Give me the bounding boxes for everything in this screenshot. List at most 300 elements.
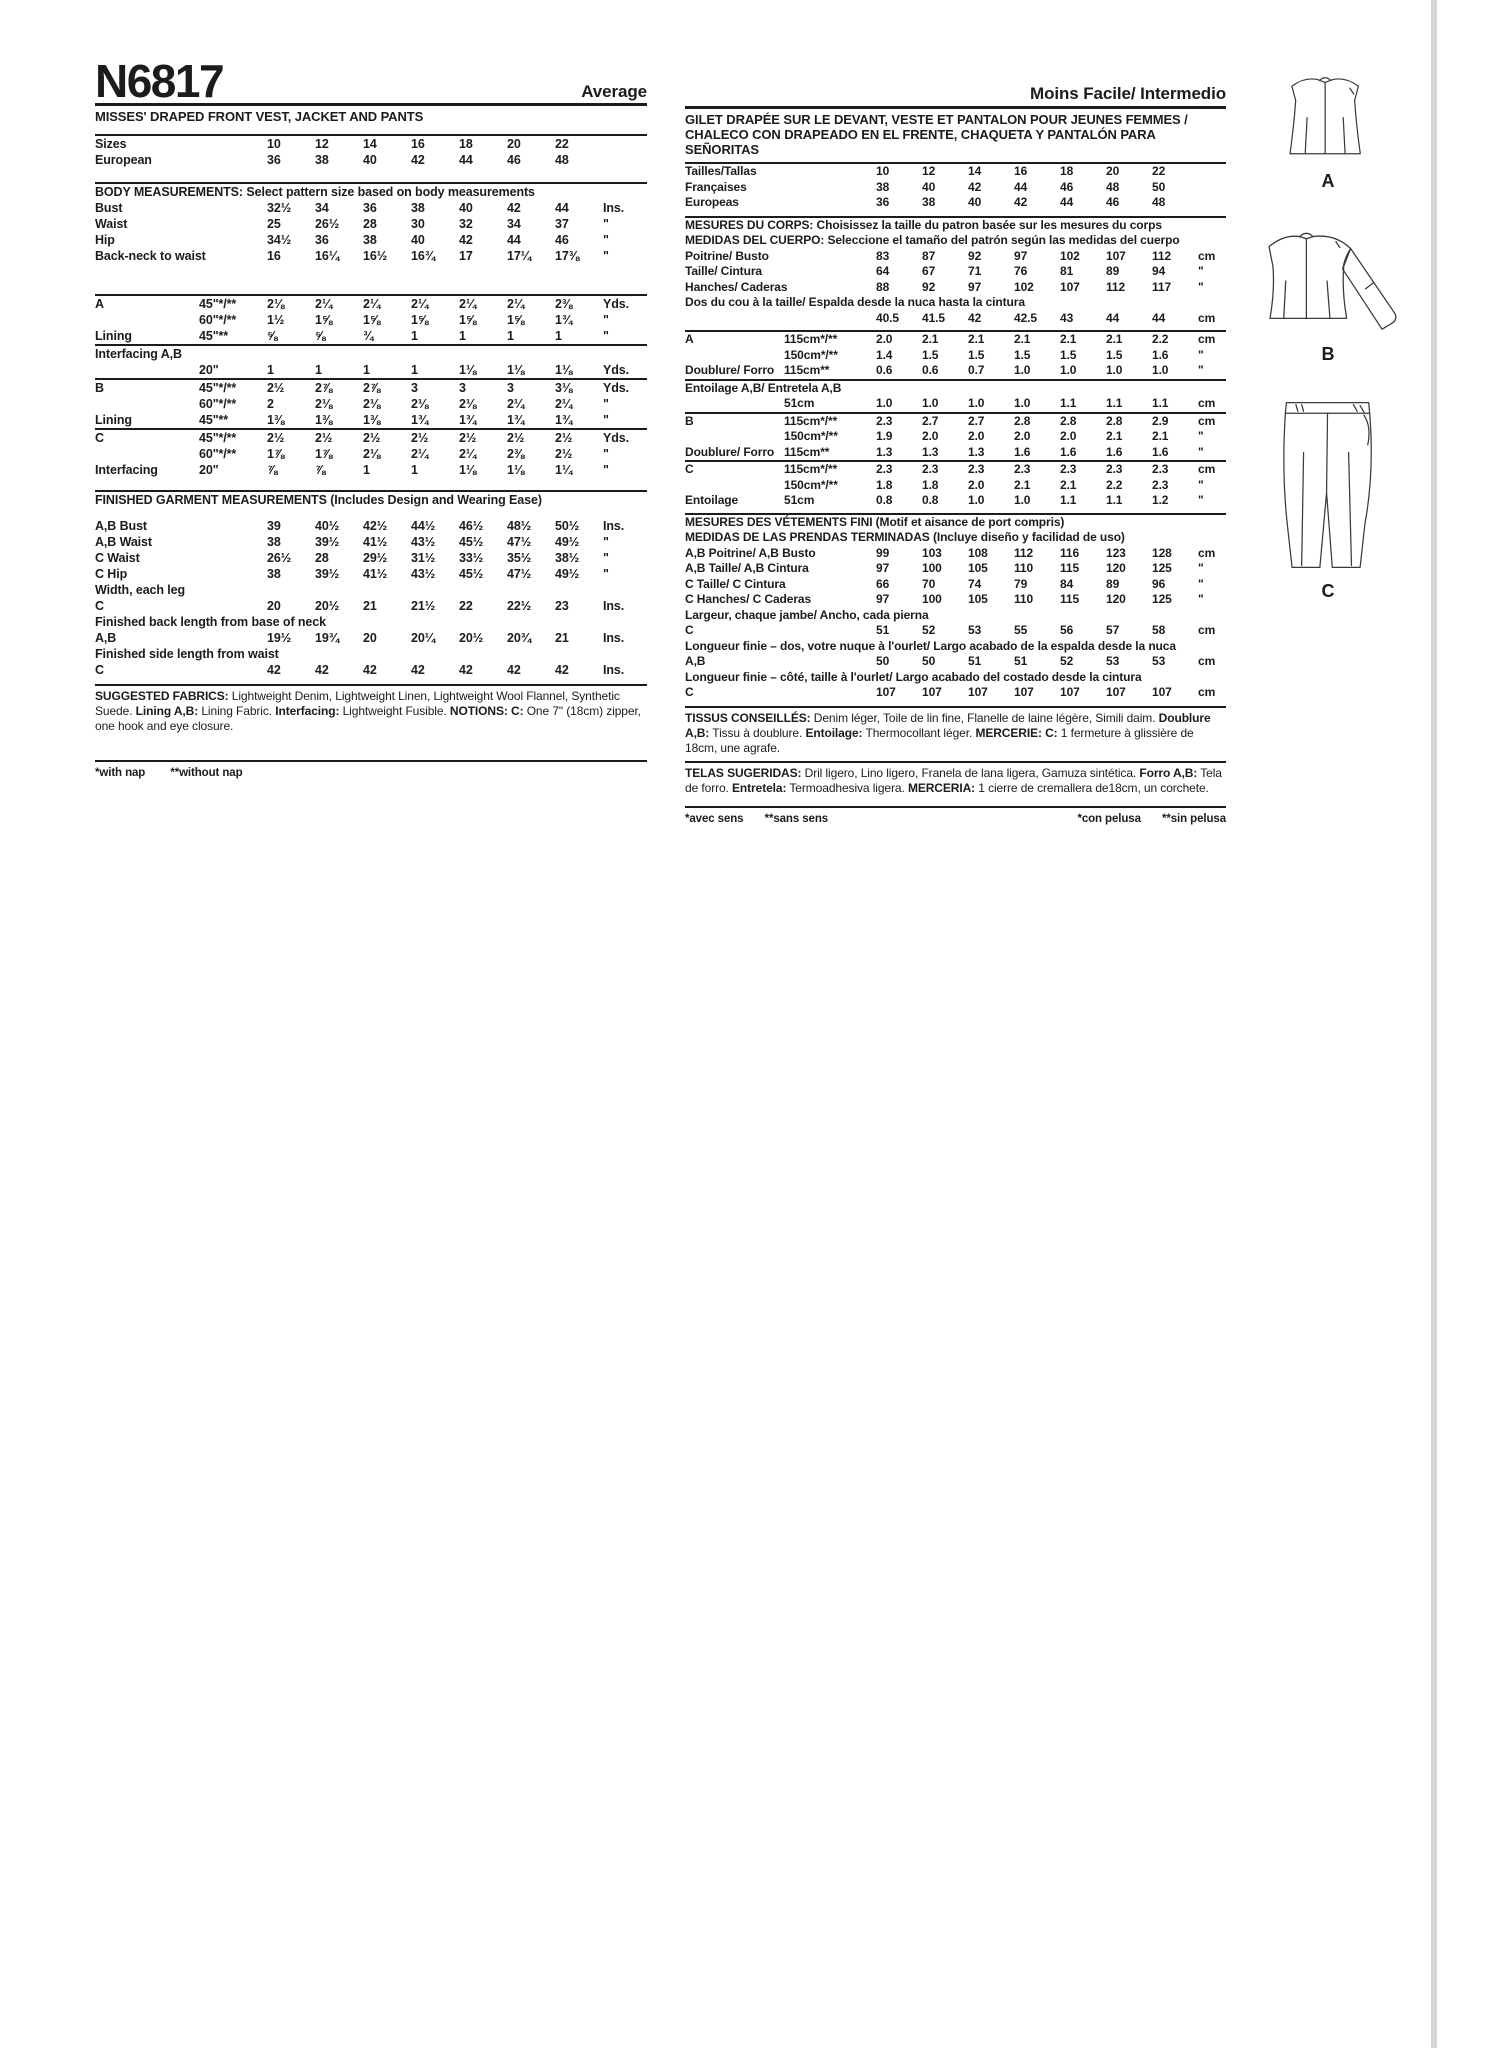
fabric-width <box>199 630 267 646</box>
row-label: A,B <box>95 631 117 646</box>
row-label: C <box>685 685 694 699</box>
bold-label: NOTIONS: C: <box>449 704 524 719</box>
fabric-width: 51cm <box>784 396 815 410</box>
caption: Longueur finie – dos, votre nuque à l'ourlet/ Largo acabado de la espalda desde la nuca <box>685 638 1176 653</box>
value-cell: 74 <box>968 576 982 591</box>
value-cell: 44 <box>1014 179 1028 194</box>
value-cell: 42 <box>411 663 425 678</box>
body-measurements-table-fr-es <box>685 216 1226 327</box>
garment-sketches <box>1243 72 1413 632</box>
value-cell: 46 <box>1106 195 1120 209</box>
value-cell: 107 <box>1106 248 1126 263</box>
value-cell: 0.8 <box>876 493 893 507</box>
value-cell: 1.1 <box>1106 396 1123 410</box>
row-label: Back-neck to waist <box>95 249 206 264</box>
value-cell: 2.3 <box>1014 461 1060 478</box>
value-cell: 1¾ <box>555 313 573 328</box>
value-cell: 0.7 <box>968 363 985 377</box>
value-cell: 1.6 <box>1152 347 1169 362</box>
value-cell: 18 <box>1060 164 1074 178</box>
value-cell: 2.3 <box>876 413 922 430</box>
value-cell: 100 <box>922 561 942 575</box>
section-header: FINISHED GARMENT MEASUREMENTS (Includes Design and Wearing Ease) <box>95 493 542 508</box>
measurement-row <box>95 412 647 429</box>
unit-cell: cm <box>1198 396 1216 410</box>
value-cell: 52 <box>922 623 936 637</box>
unit-cell <box>603 152 647 168</box>
measurement-row <box>95 534 647 550</box>
scanned-page-edge <box>1431 0 1437 2048</box>
value-cell: 1¼ <box>555 463 573 478</box>
unit-cell: " <box>1198 347 1204 362</box>
unit-cell: cm <box>1198 685 1216 699</box>
value-cell: 14 <box>363 137 377 152</box>
value-cell: 16 <box>267 249 281 264</box>
value-cell: 33½ <box>459 551 484 566</box>
row-label: Entoilage <box>685 493 739 507</box>
value-cell: 1⅛ <box>507 463 525 478</box>
value-cell: 107 <box>1106 685 1126 699</box>
value-cell: 38 <box>922 195 936 209</box>
caption-row <box>685 639 1226 655</box>
value-cell: ¾ <box>363 329 374 344</box>
value-cell: 1⅛ <box>459 363 477 378</box>
measurement-row <box>95 232 647 248</box>
value-cell: 42 <box>411 153 425 168</box>
value-cell: 1⅞ <box>267 447 285 462</box>
value-cell: 1.0 <box>968 396 985 410</box>
fabric-width: 150cm*/** <box>784 347 838 362</box>
row-label: C Taille/ C Cintura <box>685 576 786 591</box>
row-label <box>95 396 199 412</box>
value-cell: 44 <box>1106 310 1120 325</box>
yardage-table-en <box>95 294 647 478</box>
bold-label: Doublure A,B: <box>685 710 1211 740</box>
text-run: Lightweight Denim, Lightweight Linen, Lightweight Wool Flannel, Synthetic Suede. <box>95 689 620 719</box>
measurement-row <box>685 429 1226 445</box>
value-cell: 2.3 <box>876 461 922 478</box>
value-cell: 3 <box>507 379 555 396</box>
value-cell: 2¼ <box>411 447 429 462</box>
value-cell: 2.0 <box>1060 429 1077 443</box>
value-cell: 92 <box>968 248 982 263</box>
value-cell: 1.0 <box>1060 363 1077 377</box>
value-cell: 32 <box>459 217 473 232</box>
value-cell: 39½ <box>315 567 340 582</box>
value-cell: 18 <box>459 137 473 152</box>
value-cell: 42 <box>1014 195 1028 209</box>
value-cell: 94 <box>1152 264 1166 278</box>
fabric-width <box>784 654 876 670</box>
pants-c-block <box>1243 395 1413 602</box>
value-cell: 38 <box>267 535 281 550</box>
value-cell: 1.1 <box>1060 493 1077 507</box>
measurement-row <box>685 478 1226 494</box>
value-cell: 1 <box>411 363 418 378</box>
value-cell: 107 <box>1060 685 1080 699</box>
value-cell: 120 <box>1106 592 1126 606</box>
fabric-width: 150cm*/** <box>784 429 838 443</box>
value-cell: 38 <box>267 567 281 582</box>
value-cell: 70 <box>922 576 936 591</box>
row-label: European <box>95 153 152 168</box>
value-cell: 42 <box>459 233 473 248</box>
value-cell: 1⅛ <box>555 363 573 378</box>
text-run: Tela de forro. <box>685 765 1222 795</box>
value-cell: 2.2 <box>1106 477 1123 492</box>
value-cell: 79 <box>1014 576 1028 591</box>
value-cell: 34 <box>315 201 329 216</box>
value-cell: 1 <box>411 463 418 478</box>
unit-cell: Yds. <box>603 379 647 396</box>
value-cell: 1.0 <box>1106 363 1123 377</box>
row-label: B <box>685 413 784 430</box>
value-cell: 1 <box>555 329 562 344</box>
value-cell: 43½ <box>411 535 436 550</box>
measurement-row <box>685 348 1226 364</box>
unit-cell: " <box>603 313 609 328</box>
value-cell: 107 <box>1014 685 1034 699</box>
value-cell: 89 <box>1106 264 1120 278</box>
value-cell: 0.6 <box>876 363 893 377</box>
value-cell: 1⅝ <box>507 313 525 328</box>
value-cell: 42 <box>507 663 521 678</box>
value-cell: 26½ <box>315 217 340 232</box>
value-cell: 97 <box>876 561 890 575</box>
value-cell: 2⅛ <box>411 397 429 412</box>
value-cell: 46 <box>1060 179 1074 194</box>
row-label: Doublure/ Forro <box>685 444 775 459</box>
unit-cell: " <box>603 397 609 412</box>
unit-cell: Ins. <box>603 663 625 678</box>
row-label: Lining <box>95 329 132 344</box>
value-cell: 0.6 <box>922 363 939 377</box>
value-cell: 1.5 <box>922 347 939 362</box>
value-cell: 55 <box>1014 623 1028 637</box>
value-cell: 97 <box>968 279 982 294</box>
measurement-row <box>685 493 1226 509</box>
row-label: Sizes <box>95 137 127 152</box>
value-cell: 39 <box>267 519 281 534</box>
fabric-width: 115cm*/** <box>784 461 876 478</box>
value-cell: 2.1 <box>1106 332 1123 346</box>
value-cell: 1⅛ <box>459 463 477 478</box>
measurement-row <box>95 362 647 379</box>
measurement-row <box>685 445 1226 462</box>
value-cell: 1.8 <box>922 477 939 492</box>
value-cell: 96 <box>1152 576 1166 591</box>
fabric-width <box>784 180 876 196</box>
value-cell: 40 <box>459 201 473 216</box>
value-cell: 2.3 <box>1060 461 1106 478</box>
value-cell: 2⅛ <box>267 297 285 312</box>
value-cell: 64 <box>876 264 890 278</box>
section-header: MEDIDAS DE LAS PRENDAS TERMINADAS (Incluye diseño y facilidad de uso) <box>685 530 1125 544</box>
vest-a-block <box>1243 72 1413 192</box>
unit-cell: Yds. <box>603 429 647 446</box>
value-cell: 1¾ <box>507 413 525 428</box>
fabric-width: 45"** <box>199 329 229 344</box>
value-cell: 42 <box>459 663 473 678</box>
value-cell: 37 <box>555 217 569 232</box>
caption: Largeur, chaque jambe/ Ancho, cada pierna <box>685 607 929 622</box>
value-cell: 46 <box>555 233 569 248</box>
row-label: A,B <box>685 654 706 668</box>
value-cell: 38 <box>411 201 425 216</box>
value-cell: 44 <box>1060 195 1074 209</box>
value-cell: 110 <box>1014 592 1034 606</box>
unit-cell: cm <box>1198 461 1226 478</box>
fabric-width <box>199 566 267 582</box>
value-cell: 20 <box>1106 164 1120 178</box>
measurement-row <box>95 152 647 168</box>
value-cell: 2¼ <box>411 297 429 312</box>
value-cell: 2½ <box>267 429 315 446</box>
value-cell: 120 <box>1106 561 1126 575</box>
row-label: A,B Bust <box>95 519 147 534</box>
fabric-width: 45"** <box>199 413 229 428</box>
fabric-width: 20" <box>199 363 219 378</box>
value-cell: 19½ <box>267 631 292 646</box>
fabric-width <box>784 685 876 701</box>
fabric-width <box>199 248 267 264</box>
text-run: Denim léger, Toile de lin fine, Flanelle de laine légère, Simili daim. <box>810 710 1159 725</box>
value-cell: 2.8 <box>1060 413 1106 430</box>
nap-footnote-fr-es <box>685 806 1226 825</box>
value-cell: 1.5 <box>1060 347 1077 362</box>
measurement-row <box>95 396 647 412</box>
unit-cell: cm <box>1198 248 1216 263</box>
value-cell: 22 <box>1152 164 1166 178</box>
value-cell: 45½ <box>459 535 484 550</box>
sizes-table-fr-es <box>685 162 1226 211</box>
unit-cell: cm <box>1198 413 1226 430</box>
measurement-row <box>685 195 1226 211</box>
value-cell: 34½ <box>267 233 292 248</box>
value-cell: 2.1 <box>1014 332 1031 346</box>
value-cell: 22 <box>555 137 569 152</box>
fabric-width <box>784 311 876 327</box>
value-cell: 40.5 <box>876 310 899 325</box>
text-run: One 7" (18cm) zipper, one hook and eye closure. <box>95 704 641 734</box>
unit-cell <box>1198 163 1226 180</box>
value-cell: 42 <box>267 663 281 678</box>
row-label: C Hip <box>95 567 128 582</box>
garment-b-label: B <box>1321 344 1335 364</box>
value-cell: 112 <box>1014 545 1034 560</box>
measurement-row <box>95 135 647 152</box>
value-cell: 1.1 <box>1060 396 1077 410</box>
garment-titles-fr-es <box>685 112 1226 157</box>
measurement-row <box>95 295 647 312</box>
text-run: Tissu à doublure. <box>709 725 806 740</box>
value-cell: 20 <box>507 137 521 152</box>
caption: Longueur finie – côté, taille à l'ourlet/ Largo acabado del costado desde la cintura <box>685 669 1142 684</box>
row-label: C <box>685 623 694 637</box>
difficulty-level-fr-es: Moins Facile/ Intermedio <box>1030 84 1226 103</box>
value-cell: 1.6 <box>1014 444 1031 459</box>
measurement-row <box>685 461 1226 478</box>
value-cell: 1⅜ <box>363 413 381 428</box>
value-cell: 1.0 <box>1152 363 1169 377</box>
row-label <box>95 312 199 328</box>
unit-cell: " <box>603 463 609 478</box>
value-cell: 20½ <box>315 599 340 614</box>
row-label: Doublure/ Forro <box>685 363 775 377</box>
caption-row <box>95 646 647 662</box>
value-cell: 2⅜ <box>507 447 525 462</box>
value-cell: 20 <box>363 631 377 646</box>
value-cell: 57 <box>1106 623 1120 637</box>
value-cell: 115 <box>1060 592 1080 606</box>
finished-measurements-table-fr-es <box>685 513 1226 701</box>
value-cell: 42 <box>363 663 377 678</box>
unit-cell: cm <box>1198 310 1216 325</box>
value-cell: 1.0 <box>876 396 893 410</box>
value-cell: 21½ <box>411 599 436 614</box>
value-cell: 21 <box>555 631 569 646</box>
value-cell: 1.4 <box>876 347 893 362</box>
value-cell: 1.2 <box>1152 493 1169 507</box>
value-cell: 49½ <box>555 567 580 582</box>
value-cell: 1.9 <box>876 429 893 443</box>
measurement-row <box>685 331 1226 348</box>
measurement-row <box>685 264 1226 280</box>
value-cell: 1.6 <box>1106 444 1123 459</box>
value-cell: 22 <box>459 599 473 614</box>
row-label: A <box>95 297 104 312</box>
value-cell: 2.7 <box>968 413 1014 430</box>
value-cell: 20½ <box>459 631 484 646</box>
header-block-en <box>95 55 647 107</box>
row-label: Waist <box>95 217 128 232</box>
measurement-row <box>95 566 647 582</box>
value-cell: 1.0 <box>922 396 939 410</box>
measurement-row <box>685 623 1226 639</box>
value-cell: 3⅛ <box>555 379 603 396</box>
value-cell: 2.3 <box>1106 461 1152 478</box>
measurement-row <box>95 248 647 264</box>
value-cell: 1 <box>411 329 418 344</box>
value-cell: 1 <box>363 463 370 478</box>
value-cell: 47½ <box>507 567 532 582</box>
value-cell: 2¼ <box>555 397 573 412</box>
value-cell: 2⅞ <box>315 379 363 396</box>
garment-title-fr: GILET DRAPÉE SUR LE DEVANT, VESTE ET PANTALON POUR JEUNES FEMMES / <box>685 112 1188 127</box>
row-label: A,B Taille/ A,B Cintura <box>685 561 809 575</box>
measurement-row <box>95 598 647 614</box>
caption: Dos du cou à la taille/ Espalda desde la nuca hasta la cintura <box>685 295 1025 309</box>
value-cell: 66 <box>876 576 890 591</box>
bold-label: MERCERIA: <box>907 780 976 795</box>
unit-cell: " <box>1198 576 1204 591</box>
footnote-sans-sens: **sans sens <box>764 812 829 825</box>
unit-cell: Yds. <box>603 363 629 378</box>
value-cell: 22½ <box>507 599 532 614</box>
footnote-avec-sens: *avec sens <box>685 812 744 825</box>
value-cell: 1⅝ <box>315 313 333 328</box>
value-cell: 2.3 <box>922 461 968 478</box>
unit-cell: " <box>603 329 609 344</box>
measurement-row <box>685 577 1226 593</box>
bold-label: SUGGESTED FABRICS: <box>95 689 229 704</box>
value-cell: 45½ <box>459 567 484 582</box>
value-cell: 2⅞ <box>363 379 411 396</box>
text-run: Thermocollant léger. <box>862 725 976 740</box>
value-cell: 29½ <box>363 551 388 566</box>
value-cell: 2.2 <box>1152 332 1169 346</box>
unit-cell: Ins. <box>603 519 625 534</box>
row-label: C <box>95 429 199 446</box>
fabric-width: 45"*/** <box>199 429 267 446</box>
row-label <box>685 311 784 327</box>
value-cell: 58 <box>1152 623 1166 637</box>
value-cell: 116 <box>1060 545 1080 560</box>
value-cell: 38 <box>363 233 377 248</box>
value-cell: 30 <box>411 217 425 232</box>
value-cell: 105 <box>968 561 988 575</box>
garment-title-es: CHALECO CON DRAPEADO EN EL FRENTE, CHAQUETA Y PANTALÓN PARA SEÑORITAS <box>685 127 1156 157</box>
value-cell: 14 <box>968 164 982 178</box>
bold-label: Lining A,B: <box>135 704 199 719</box>
value-cell: 2⅛ <box>363 447 381 462</box>
fabric-width: 60"*/** <box>199 313 237 328</box>
unit-cell: " <box>1198 493 1204 507</box>
value-cell: 2⅛ <box>315 397 333 412</box>
value-cell: 42 <box>968 310 982 325</box>
value-cell: ⅝ <box>267 329 278 344</box>
value-cell: 48 <box>1152 195 1166 209</box>
unit-cell: " <box>603 551 609 566</box>
value-cell: 2.0 <box>876 332 893 346</box>
body-measurements-table-en <box>95 182 647 264</box>
value-cell: 1.1 <box>1106 493 1123 507</box>
value-cell: 40 <box>411 233 425 248</box>
value-cell: 128 <box>1152 545 1172 560</box>
row-label: Poitrine/ Busto <box>685 248 769 263</box>
section-header: Interfacing A,B <box>95 345 647 362</box>
caption: Finished back length from base of neck <box>95 615 326 630</box>
value-cell: 42½ <box>363 519 388 534</box>
value-cell: 1.3 <box>968 444 985 459</box>
value-cell: 52 <box>1060 654 1074 668</box>
value-cell: 1 <box>459 329 466 344</box>
footnote-sin-pelusa: **sin pelusa <box>1162 812 1226 825</box>
value-cell: 25 <box>267 217 281 232</box>
row-label: A <box>685 332 694 346</box>
bold-label: Entoilage: <box>805 725 863 740</box>
unit-cell: " <box>603 413 609 428</box>
measurement-row <box>95 379 647 396</box>
fabric-width <box>784 249 876 265</box>
fabric-width <box>784 623 876 639</box>
value-cell: 41½ <box>363 567 388 582</box>
value-cell: 12 <box>922 164 936 178</box>
bold-label: Entretela: <box>732 780 787 795</box>
value-cell: 2.0 <box>922 429 939 443</box>
fabric-width <box>199 518 267 534</box>
section-header-row <box>95 345 647 362</box>
value-cell: 2.0 <box>968 429 985 443</box>
value-cell: 2¼ <box>507 397 525 412</box>
value-cell: 1.5 <box>1014 347 1031 362</box>
value-cell: 1.5 <box>968 347 985 362</box>
telas-sugeridas-paragraph <box>685 761 1226 796</box>
value-cell: 103 <box>922 545 942 560</box>
section-header: MESURES DU CORPS: Choisissez la taille du patron basée sur les mesures du corps <box>685 217 1162 232</box>
fabric-width: 60"*/** <box>199 397 237 412</box>
pattern-number: N6817 <box>95 55 224 107</box>
